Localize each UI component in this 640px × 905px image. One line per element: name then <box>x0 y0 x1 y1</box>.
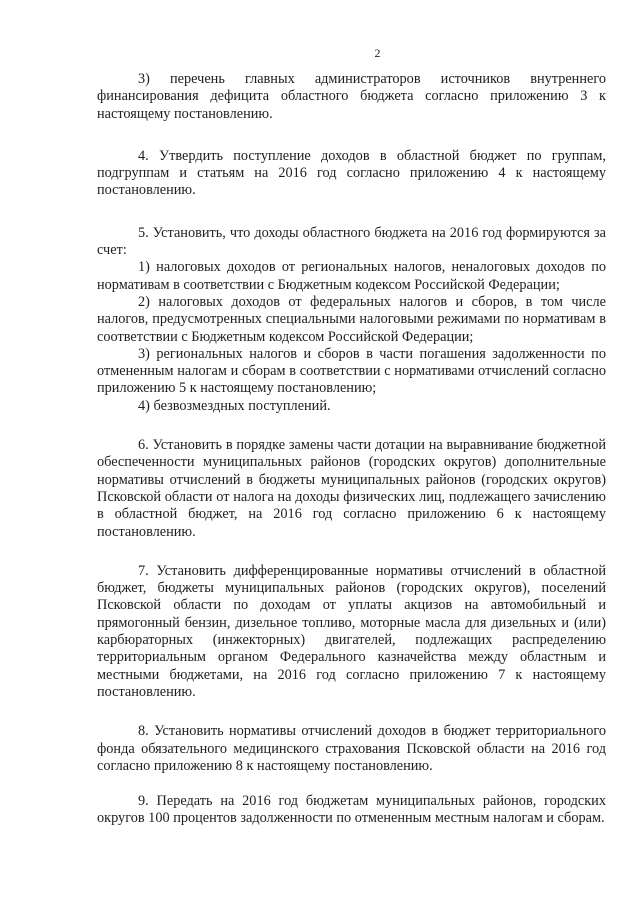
clause-3-item-3 <box>97 71 606 123</box>
clause-8 <box>97 723 606 775</box>
paragraph: 9. Передать на 2016 год бюджетам муниципальных районов, городских округов 100 процентов задолженности по отмененным местным налогам и сборам. <box>97 793 606 827</box>
list-item: 1) налоговых доходов от региональных налогов, неналоговых доходов по нормативам в соответствии с Бюджетным кодексом Российской Федерации; <box>97 259 606 293</box>
paragraph: 8. Установить нормативы отчислений доходов в бюджет территориального фонда обязательного медицинского страхования Псковской области на 2016 год согласно приложению 8 к настоящему постановлению. <box>97 723 606 774</box>
clause-4 <box>97 148 606 200</box>
clause-9 <box>97 793 606 828</box>
clause-7 <box>97 563 606 701</box>
paragraph: 6. Установить в порядке замены части дотации на выравнивание бюджетной обеспеченности муниципальных районов (городских округов) дополнительные нормативы отчислений в бюджеты муниципальных районов (городских округов) Псковской области от налога на доходы физических лиц, подлежащего зачислению в областной бюджет, на 2016 год согласно приложению 6 к настоящему постановлению. <box>97 437 606 540</box>
clause-6 <box>97 437 606 541</box>
list-item: 4) безвозмездных поступлений. <box>138 397 331 414</box>
page-number: 2 <box>374 46 381 60</box>
clause-5 <box>97 225 606 415</box>
paragraph: 7. Установить дифференцированные нормативы отчислений в областной бюджет, бюджеты муниципальных районов (городских округов), поселений Псковской области по доходам от уплаты акцизов на автомобильный и прямогонный бензин, дизельное топливо, моторные масла для дизельных и (или) карбюраторных (инжекторных) двигателей, подлежащих распределению территориальным органом Федерального казначейства между областным и местными бюджетами, на 2016 год согласно приложению 7 к настоящему постановлению. <box>97 562 606 700</box>
paragraph: 5. Установить, что доходы областного бюджета на 2016 год формируются за счет: <box>97 224 606 259</box>
list-item: 2) налоговых доходов от федеральных налогов и сборов, в том числе налогов, предусмотренных специальными налоговыми режимами по нормативам в соответствии с Бюджетным кодексом Российской Федерации; <box>97 293 606 345</box>
paragraph: 3) перечень главных администраторов источников внутреннего финансирования дефицита областного бюджета согласно приложению 3 к настоящему постановлению. <box>97 71 606 122</box>
list-item: 3) региональных налогов и сборов в части погашения задолженности по отмененным налогам и сборам в соответствии с нормативами отчислений согласно приложению 5 к настоящему постановлению; <box>97 345 606 397</box>
paragraph: 4. Утвердить поступление доходов в областной бюджет по группам, подгруппам и статьям на 2016 год согласно приложению 4 к настоящему постановлению. <box>97 147 606 199</box>
